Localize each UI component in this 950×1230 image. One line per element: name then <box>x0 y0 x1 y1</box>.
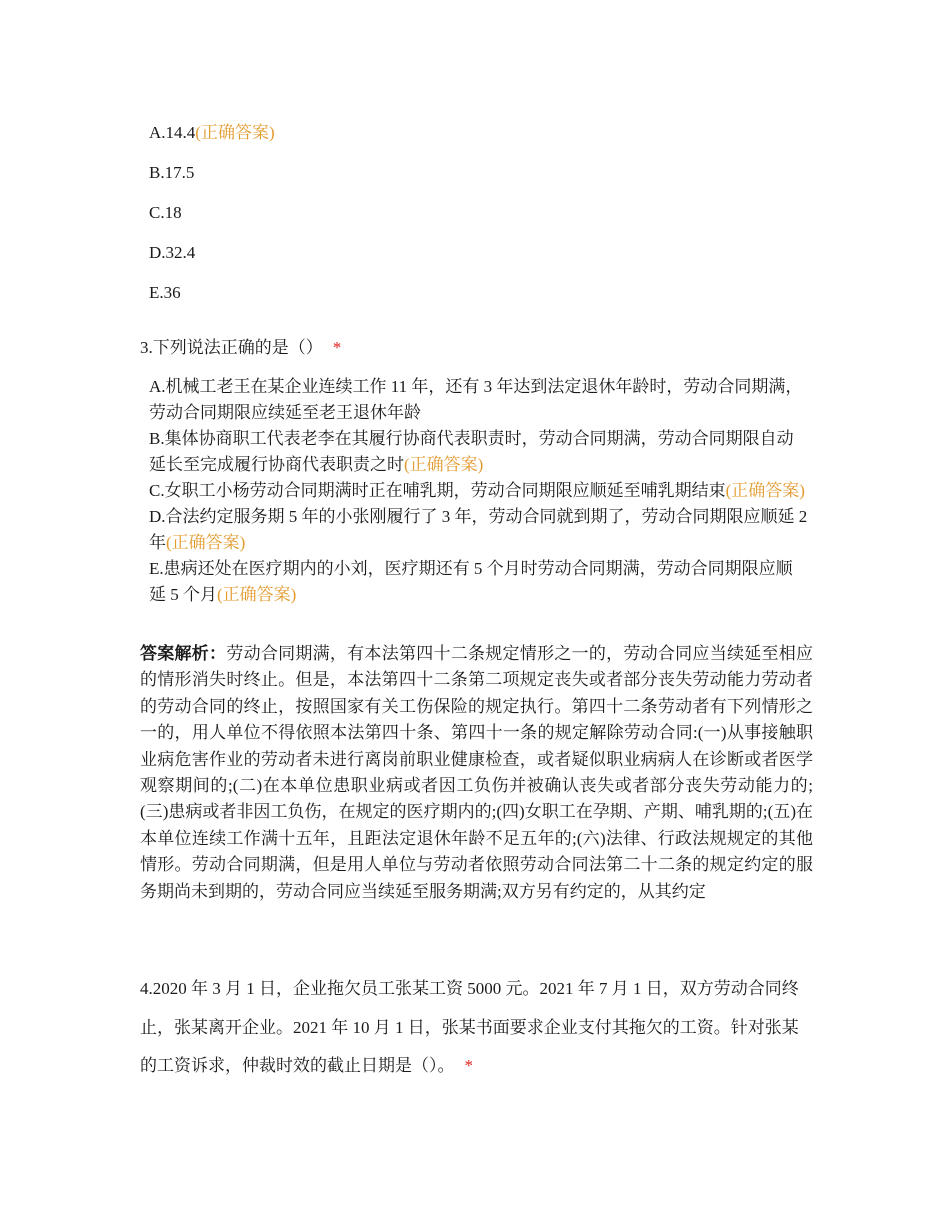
q3-option-d[interactable] <box>149 504 809 556</box>
correct-answer-tag: (正确答案) <box>725 481 805 500</box>
q3-option-e[interactable] <box>149 556 809 608</box>
required-mark: * <box>464 1056 473 1075</box>
q2-option-e[interactable] <box>149 281 181 305</box>
option-text: E.患病还处在医疗期内的小刘，医疗期还有 5 个月时劳动合同期满，劳动合同期限应顺延 5 个月 <box>149 559 793 604</box>
correct-answer-tag: (正确答案) <box>217 585 297 604</box>
q3-option-c[interactable] <box>149 478 809 504</box>
required-mark: * <box>332 338 342 357</box>
option-text: A.机械工老王在某企业连续工作 11 年，还有 3 年达到法定退休年龄时，劳动合同期满，劳动合同期限应续延至老王退休年龄 <box>149 377 803 422</box>
q3-answer-analysis <box>140 641 813 905</box>
analysis-text: 劳动合同期满，有本法第四十二条规定情形之一的，劳动合同应当续延至相应的情形消失时终止。但是，本法第四十二条第二项规定丧失或者部分丧失劳动能力劳动者的劳动合同的终止，按照国家有关工伤保险的规定执行。第四十二条劳动者有下列情形之一的，用人单位不得依照本法第四十条、第四十一条的规定解除劳动合同:(一)从事接触职业病危害作业的劳动者未进行离岗前职业健康检查，或者疑似职业病病人在诊断或者医学观察期间的;(二)在本单位患职业病或者因工负伤并被确认丧失或者部分丧失劳动能力的;(三)患病或者非因工负伤，在规定的医疗期内的;(四)女职工在孕期、产期、哺乳期的;(五)在本单位连续工作满十五年，且距法定退休年龄不足五年的;(六)法律、行政法规规定的其他情形。劳动合同期满，但是用人单位与劳动者依照劳动合同法第二十二条的规定约定的服务期尚未到期的，劳动合同应当续延至服务期满;双方另有约定的，从其约定 <box>140 644 814 901</box>
option-text: D.合法约定服务期 5 年的小张刚履行了 3 年，劳动合同就到期了，劳动合同期限应顺延 2 年 <box>149 507 808 552</box>
option-text: D.32.4 <box>149 243 196 262</box>
q3-title <box>140 336 341 360</box>
q2-option-c[interactable] <box>149 201 182 225</box>
option-text: E.36 <box>149 283 181 302</box>
q2-option-b[interactable] <box>149 161 194 185</box>
option-text: B.集体协商职工代表老李在其履行协商代表职责时，劳动合同期满，劳动合同期限自动延长至完成履行协商代表职责之时 <box>149 429 794 474</box>
correct-answer-tag: (正确答案) <box>195 123 275 142</box>
option-text: A.14.4 <box>149 123 196 142</box>
option-text: C.18 <box>149 203 182 222</box>
analysis-label: 答案解析： <box>140 644 227 663</box>
correct-answer-tag: (正确答案) <box>404 455 484 474</box>
q2-option-d[interactable] <box>149 241 195 265</box>
option-text: C.女职工小杨劳动合同期满时正在哺乳期，劳动合同期限应顺延至哺乳期结束 <box>149 481 726 500</box>
question-text: 4.2020 年 3 月 1 日，企业拖欠员工张某工资 5000 元。2021 年 7 月 1 日，双方劳动合同终止，张某离开企业。2021 年 10 月 1 日，张某书面要求企业支付其拖欠的工资。针对张某的工资诉求，仲裁时效的截止日期是（）。 <box>140 979 799 1075</box>
q3-option-a[interactable] <box>149 374 809 426</box>
q3-option-b[interactable] <box>149 426 809 478</box>
q4-title <box>140 970 813 1086</box>
q2-option-a[interactable] <box>149 121 275 145</box>
q3-options <box>149 374 809 608</box>
question-text: 3.下列说法正确的是（） <box>140 338 323 357</box>
option-text: B.17.5 <box>149 163 195 182</box>
correct-answer-tag: (正确答案) <box>166 533 246 552</box>
